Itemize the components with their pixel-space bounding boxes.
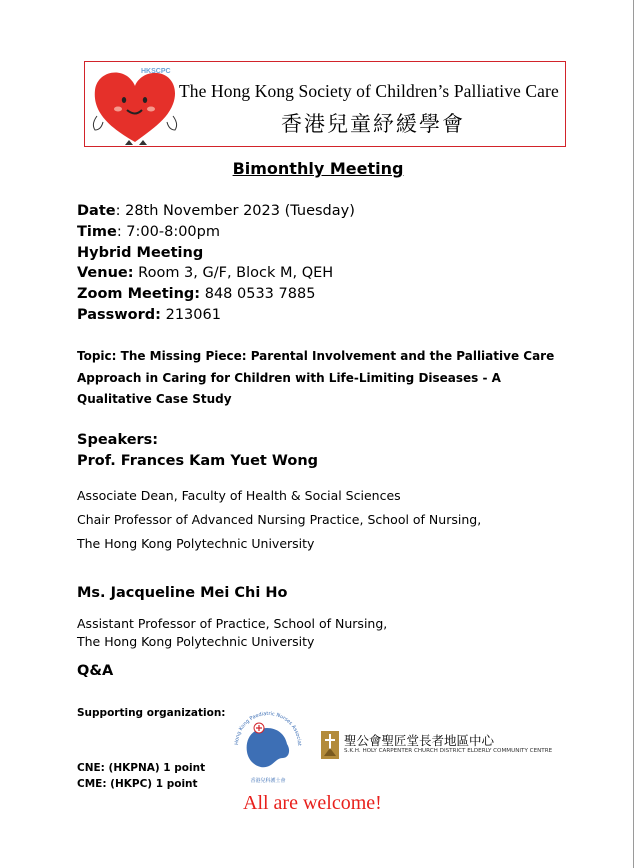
speaker2-role: Assistant Professor of Practice, School of Nursing, <box>77 616 388 631</box>
hkpna-logo-icon <box>229 706 307 784</box>
society-name-zh: 香港兒童紓緩學會 <box>281 112 465 136</box>
page-edge-rule <box>633 0 634 868</box>
zoom-line <box>77 286 315 302</box>
speaker2-role: The Hong Kong Polytechnic University <box>77 634 315 649</box>
skh-centre-name-zh: 聖公會聖匠堂長者地區中心 <box>344 733 495 748</box>
date-line <box>77 203 355 219</box>
date-label: Date <box>77 203 116 219</box>
venue-value: Room 3, G/F, Block M, QEH <box>133 265 334 281</box>
cne-points: CNE: (HKPNA) 1 point <box>77 762 206 774</box>
speaker1-role: The Hong Kong Polytechnic University <box>77 536 315 551</box>
skh-centre-name-en: S.K.H. HOLY CARPENTER CHURCH DISTRICT ELDERLY COMMUNITY CENTRE <box>344 748 553 754</box>
date-value: : 28th November 2023 (Tuesday) <box>115 203 355 219</box>
venue-line <box>77 265 333 281</box>
zoom-value: 848 0533 7885 <box>200 286 316 302</box>
qa-heading: Q&A <box>77 663 114 679</box>
time-value: : 7:00-8:00pm <box>116 224 220 240</box>
speakers-heading: Speakers: <box>77 432 159 448</box>
time-line <box>77 224 220 240</box>
topic-text: Topic: The Missing Piece: Parental Involvement and the Palliative Care Approach in Caring for Children with Life-Limiting Diseases - A Qualitative Case Study <box>77 349 555 406</box>
password-label: Password: <box>77 307 161 323</box>
speaker2-name: Ms. Jacqueline Mei Chi Ho <box>77 585 288 601</box>
svg-text:香港兒科護士會: 香港兒科護士會 <box>250 778 286 784</box>
society-name-en: The Hong Kong Society of Children’s Palliative Care <box>179 81 559 101</box>
speaker1-role: Chair Professor of Advanced Nursing Practice, School of Nursing, <box>77 512 482 527</box>
speaker1-name: Prof. Frances Kam Yuet Wong <box>77 453 319 469</box>
password-value: 213061 <box>160 307 221 323</box>
svg-text:HKSCPC: HKSCPC <box>141 68 171 75</box>
time-label: Time <box>77 224 117 240</box>
svg-text:Hong Kong Paediatric Nurses As: Hong Kong Paediatric Nurses Associat <box>233 710 303 746</box>
church-emblem-icon <box>320 730 340 760</box>
zoom-label: Zoom Meeting: <box>77 286 201 302</box>
society-banner <box>84 61 566 147</box>
meeting-format: Hybrid Meeting <box>77 245 204 261</box>
welcome-text: All are welcome! <box>243 792 382 814</box>
speaker1-role: Associate Dean, Faculty of Health & Social Sciences <box>77 488 401 503</box>
password-line <box>77 307 221 323</box>
skh-centre-logo <box>320 730 553 760</box>
venue-label: Venue: <box>77 265 134 281</box>
cme-points: CME: (HKPC) 1 point <box>77 778 198 790</box>
supporting-label: Supporting organization: <box>77 707 226 719</box>
page-title: Bimonthly Meeting <box>232 159 404 178</box>
heart-mascot-icon <box>89 64 181 146</box>
